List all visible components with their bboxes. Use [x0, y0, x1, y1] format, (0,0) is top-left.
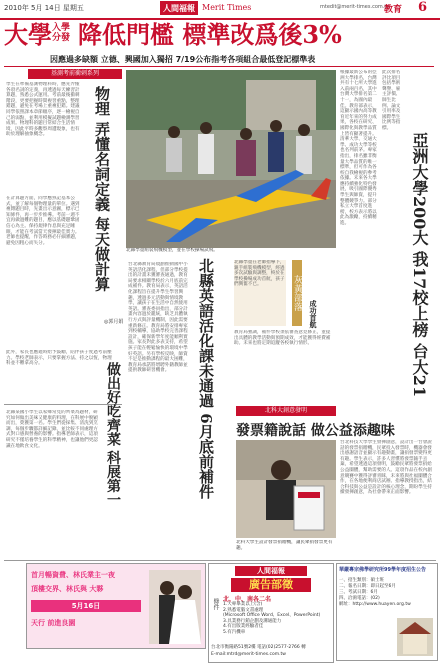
article-body: 此次排名評比項目包括學術聲譽、雇主評價、師生比例、論文引用率及國際學生比例等指標。 [382, 70, 401, 131]
ad-middle-contact: 台北市衡陽路51號2樓 電話(02)2577-2766 轉 [211, 645, 306, 650]
ad-item: 3.具業務行銷企劃及溝通能力 [223, 618, 282, 624]
ad-left-line1: 首月暢資費、林氏業主一夜 [31, 571, 115, 579]
photo-caption: 北縣學童組裝飛機模型，並在學校操場試飛。 [126, 248, 218, 253]
ad-middle-subtitle: 北、中、南各二名 [223, 596, 272, 603]
headline-small-top: 入學 [52, 23, 71, 33]
page-number: 6 [418, 0, 428, 15]
page-header [0, 0, 440, 20]
article-body: 在計算題方面，同學應熟記基本公式，並了解每個物理量的單位。遇到複雜題目時，先畫出示意圖，標示已知條件，再一步步推導。考前一週不宜再做過難的題目，應以基礎題鞏固信心為主。保持規律作息與充足睡眠，才能在考試當天發揮最佳實力。老師也提醒，作答時務必仔細審題，避免因粗心而失分。 [6, 196, 80, 246]
ad-right-lines [339, 578, 435, 608]
left-article-author: ◎郭月娟 [104, 319, 124, 325]
sidebar-box-text: 北縣學童在老師指導下，親手組裝飛機模型，經過多次試驗與調整，終於在學校操場成功首航，孩子們興奮不已。 [234, 260, 286, 326]
ad-left-date: 5月16日 [31, 600, 141, 612]
sidebar-title: 成功首航 [309, 300, 317, 328]
lower-photo [236, 440, 336, 538]
ad-line: 一、招生類別：碩士班 [339, 578, 384, 583]
article-body: 學生在準備基測物理科時，應先弄懂各項名詞的定義，再透過每天練習計算題，熟悉公式運用。考前最後衝刺階段，更要把握時間複習重點，整理錯題，避免在考場上重複犯錯。建議同學依照課本章節順序，逐一檢視自己的弱點，並利用模擬試題檢測學習成果。物理科的題目常結合生活情境，因此平時多觀察周遭現象，也有助於理解抽象概念。 [6, 82, 80, 138]
ad-building-image [397, 618, 433, 656]
issue-date: 2010年 5月 14日 星期五 [4, 4, 84, 12]
ad-left-extra: 天行 前進良園 [31, 619, 76, 627]
article-body: 台北縣教育局規劃推動國中小英語活化課程，但部分學校提出的計畫未獲審查通過，教育局要求相關學校於六月底前完成補件。教育局表示，英語活化課程旨在提升學生學習興趣，透過多元活動與情境教學，讓孩子在生活中自然使用英語。審查委員指出，部分計畫內容過於籠統，缺乏具體執行方式與評量機制，因此需要重新修正。教育局將安排專家到校輔導，協助學校完善課程設計，確保新學年度能順利實施。家長對此多表支持，希望孩子能在輕鬆愉快的環境中學好英語。另有學校反映，師資不足是推動課程的最大困難，教育局承諾將增聘外籍教師並提供教師研習機會。 [128, 262, 188, 374]
brand-name: Merit Times [202, 3, 252, 12]
headline-part2: 降低門檻 標準改爲後3% [78, 20, 342, 49]
article-body: 根據最新公布的亞洲大學排名，台灣共有十七所大學進入前兩百名，其中台灣大學排名第二十一，為國內最佳。教育部表示，這顯示國內高等教育近年來的努力成果，各校在研究、國際化與教學品質上皆有顯著提升。清華大學、交通大學、成功大學等校也名列前茅。專家指出，排名雖非衡量大學品質的唯一標準，但可作為各校自我檢視的參考依據。未來各大學應持續強化特色發展，吸引國際優秀學生與師資，提升整體競爭力。部分私立大學首度進榜，校方表示將以此為激勵，持續精進。 [340, 70, 377, 227]
divider [4, 560, 436, 561]
lower-photo-caption: 北科大學生設計發票捐贈機，讓民眾捐發票更有趣。 [236, 540, 333, 551]
ad-item: 4.有出版業經驗者佳 [223, 624, 264, 630]
headline-small-bottom: 分發 [52, 33, 71, 43]
headline-part1: 大學 [4, 20, 52, 49]
ad-line: 二、報名日期：即日起至6月 [339, 584, 396, 589]
ad-line: 三、考試日期：6月 [339, 590, 378, 595]
sidebar-label: 灰黃部落 [292, 260, 302, 326]
ad-right-title: 華嚴專宗佛學研究所99學年度招生公告 [339, 567, 426, 573]
ad-middle-items [223, 602, 331, 636]
article-body: 教育局強調，補件學校須依審查意見修正，並提出具體的教學活動與預期成效，才能獲得經費補助。未來也將定期追蹤各校執行情形。 [234, 330, 331, 347]
lower-series-label: 北科大創意發明 [236, 406, 336, 416]
ad-item: 2.熟悉電腦文書處理 [223, 607, 264, 613]
right-article-title: 亞洲大學200大 我17校上榜 台大21 [410, 132, 429, 398]
left-lower-title: 做出好吃齊菜 科展第一 [105, 362, 121, 507]
ad-line: 四、洽詢電話：(02) [339, 596, 380, 601]
spacer [126, 72, 127, 73]
ad-middle-label: 條件 [212, 598, 219, 610]
ad-item: (Microsoft Office Word、Excel、PowerPoint) [223, 613, 321, 619]
series-label: 基測考前衝刺系列 [28, 69, 122, 79]
article-body: 台北科技大學學生發揮創意，設計出一台會說話的發票捐贈機，民眾投入發票時，機器會發出感謝語音並顯示有趣動畫，讓捐發票變得更有趣。學生表示，許多人習慣將發票隨手丟棄，希望透過這項發明，鼓勵民眾將發票捐給公益團體，幫助需要的人。這項作品在校內創意競賽中獲得評審青睞，未來將與社福團體合作，在各地便利商店試辦。指導教授指出，結合科技與公益是設計的核心理念，期盼學生持續發揮創意，為社會帶來正面影響。 [340, 440, 432, 496]
ad-middle-title: 廣告部徵 [231, 578, 311, 592]
photo-student-image [236, 440, 336, 538]
center-photo [126, 70, 336, 248]
ad-couple-image [149, 570, 201, 644]
photo-airplane-image [126, 70, 336, 248]
main-headline [4, 20, 434, 52]
ad-item: 1.大專畢業以上(含) [223, 602, 263, 607]
divider [4, 66, 434, 67]
article-body: 此外，家長也應適時給予鼓勵，陪伴孩子度過考前壓力。學校老師表示，只要掌握方法、持之以恆，物理科並不難拿高分。 [6, 350, 112, 367]
article-body: 北縣某國小學生以家鄉常見的齊菜為題材，研究如何做出美味又健康的料理，在科展中脫穎而出，榮獲第一名。學生們從採集、清洗到烹調，每個步驟都詳細記錄，並比較不同處理方式對口感與營養的影響。指導老師表示，這項研究不僅培養學生的科學精神，也讓他們更認識在地飲食文化。 [6, 410, 98, 449]
ad-right[interactable] [336, 563, 438, 661]
ad-left-line2: 頂樓交界、林氏與 大夥 [31, 585, 104, 593]
newspaper-logo: 人間福報 [160, 1, 198, 15]
headline-deck: 因應過多缺額 立德、興國加入獨招 7/19公布指考各項組合最低登記標準表 [50, 55, 316, 64]
ad-middle[interactable] [208, 563, 334, 663]
center-article-title: 北縣英語活化課未通過 6月底前補件 [197, 258, 215, 499]
ad-middle-logo: 人間福報 [235, 566, 307, 576]
ad-left[interactable] [26, 563, 206, 649]
left-article-title: 物理 弄懂名詞定義 每天做計算 [93, 86, 111, 292]
ad-line: 網址：http://www.huayen.org.tw [339, 602, 411, 607]
section-name: 教育 [384, 5, 403, 15]
headline-small [52, 23, 78, 43]
contact-email: mtedit@merit-times.com.tw [320, 4, 391, 10]
lower-article-title: 發票籍說話 做公益添趣味 [236, 423, 395, 439]
ad-middle-email: E-mail:mtrd@merit-times.com.tw [211, 652, 286, 657]
ad-item: 5.有汽機車 [223, 629, 246, 635]
